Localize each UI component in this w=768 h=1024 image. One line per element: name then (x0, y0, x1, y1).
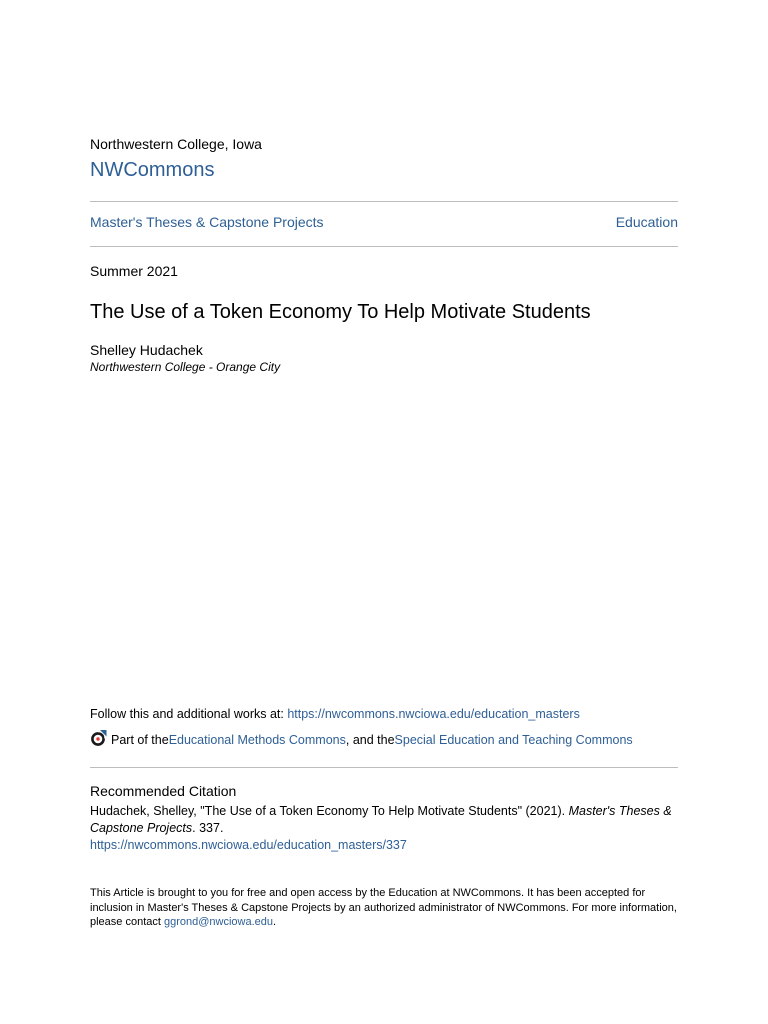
follow-line (90, 707, 580, 722)
repository-link[interactable]: NWCommons (90, 159, 215, 181)
citation-end: . 337. (192, 821, 224, 835)
institution-name: Northwestern College, Iowa (90, 136, 262, 152)
citation-heading: Recommended Citation (90, 783, 237, 799)
citation-text (90, 803, 680, 837)
citation-series: Master's Theses & Capstone Projects (90, 804, 672, 835)
publication-date: Summer 2021 (90, 263, 178, 279)
notice-end: . (273, 916, 277, 928)
divider-citation (90, 767, 678, 768)
follow-prefix: Follow this and additional works at: (90, 707, 288, 721)
divider-top (90, 201, 678, 202)
author-name: Shelley Hudachek (90, 342, 203, 358)
notice-text: This Article is brought to you for free and open access by the Education at NWCommons. It has been accepted for inclusion in Master's Theses & Capstone Projects by an authorized administrator of NWCommons. For more information, please contact (90, 887, 677, 928)
discipline-link[interactable]: Education (615, 214, 678, 230)
citation-start: Hudachek, Shelley, "The Use of a Token Economy To Help Motivate Students" (2021). (90, 804, 569, 818)
part-of-prefix: Part of the (111, 733, 169, 747)
citation-url-link[interactable]: https://nwcommons.nwciowa.edu/education_masters/337 (90, 838, 407, 852)
contact-email-link[interactable]: ggrond@nwciowa.edu (164, 916, 274, 928)
special-education-commons-link[interactable]: Special Education and Teaching Commons (394, 733, 633, 747)
access-notice (90, 886, 680, 930)
article-title: The Use of a Token Economy To Help Motivate Students (90, 301, 591, 323)
educational-methods-commons-link[interactable]: Educational Methods Commons (168, 733, 346, 747)
series-link[interactable]: Master's Theses & Capstone Projects (90, 214, 324, 230)
author-affiliation: Northwestern College - Orange City (90, 360, 281, 374)
follow-url-link[interactable]: https://nwcommons.nwciowa.edu/education_masters (287, 707, 580, 721)
part-of-line (90, 730, 633, 750)
divider-nav (90, 246, 678, 247)
bepress-commons-icon (90, 729, 108, 747)
part-of-joiner: , and the (345, 733, 395, 747)
